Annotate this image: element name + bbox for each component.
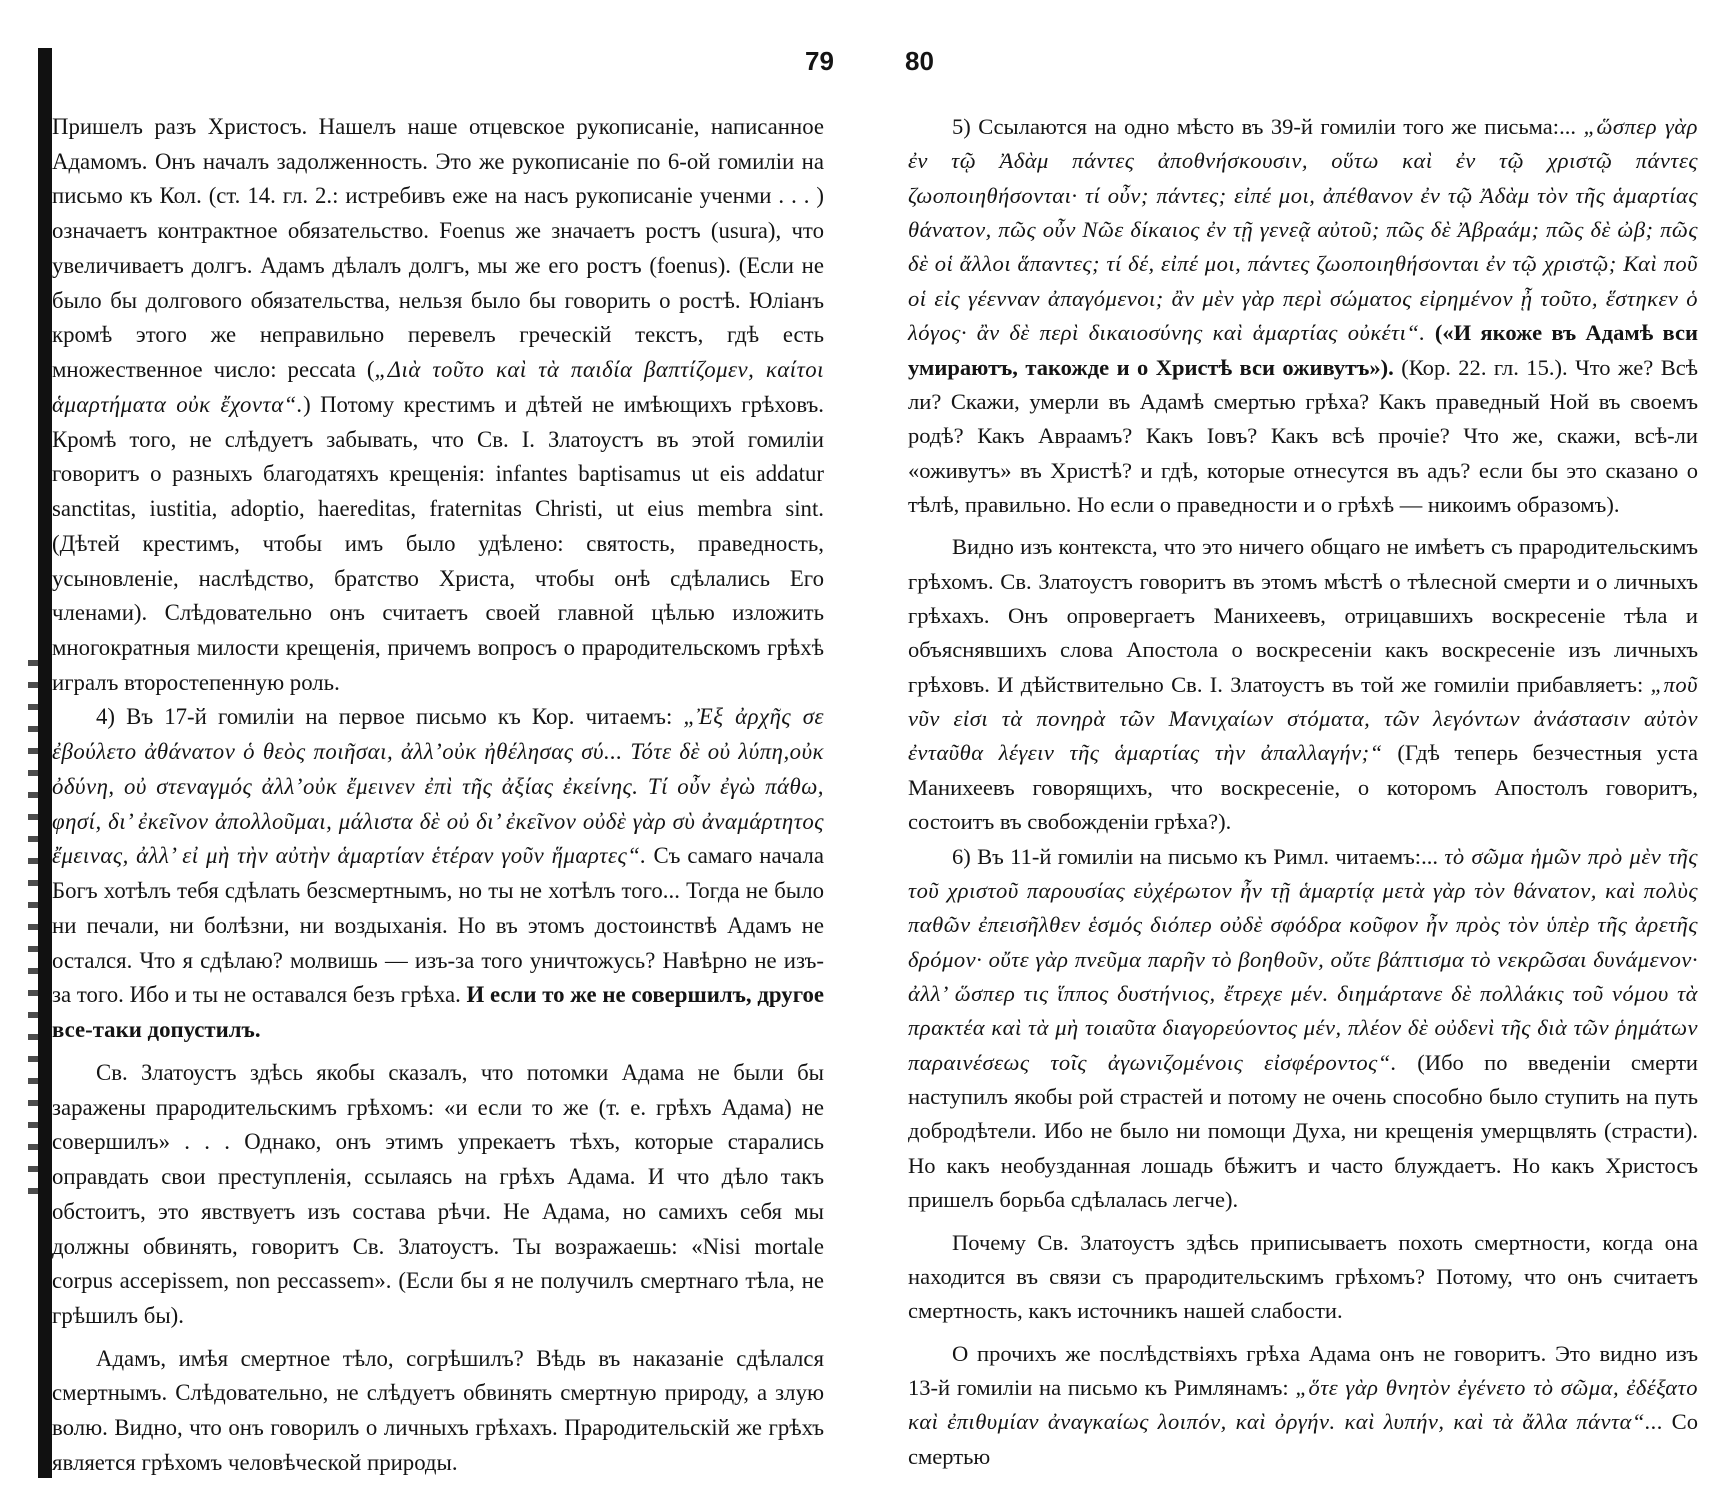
text-run: Пришелъ разъ Христосъ. Нашелъ наше отцевское рукописаніе, написанное Адамомъ. Онъ началъ задолженность. Это же рукописаніе по 6-ой гомиліи на письмо къ Кол. (ст. 14. гл. 2.: истребивъ еже на насъ рукописаніе ученми . . . ) означаетъ контрактное обязательство. Foenus же значаетъ ростъ (usura), что увеличиваетъ долгъ. Адамъ дѣлалъ долгъ, мы же его ростъ (foenus). (Если не было бы долгового обязательства, нельзя было бы говорить о ростѣ. Юліанъ кромѣ этого же неправильно перевелъ греческій текстъ, гдѣ есть множественное число: peccata ( [52,114,824,383]
page-number-left: 79 [805,46,834,76]
bold-quote: И если то же не совершилъ, другое все-таки допустилъ. [52,982,824,1043]
paragraph [908,1337,1698,1474]
text-run: Адамъ, имѣя смертное тѣло, согрѣшилъ? Вѣдь въ наказаніе сдѣлался смертнымъ. Слѣдовательно, не слѣдуетъ обвинять смертную природу, а злую волю. Видно, что онъ говорилъ о личныхъ грѣхахъ. Прародительскій же грѣхъ является грѣхомъ человѣческой природы. [52,1345,824,1475]
greek-quote: „Ἐξ ἀρχῆς σε ἐβούλετο ἀθάνατον ὁ θεὸς ποιῆσαι, ἀλλ’οὐκ ἠθέλησας σύ... Τότε δὲ οὐ λύπη,οὐκ ὀδύνη, οὐ στεναγμός ἀλλ’οὐκ ἔμεινεν ἐπὶ τῆς ἀξίας ἐκείνης. Τί οὖν ἐγὼ πάθω, φησί, δι’ ἐκεῖνον ἀπολλοῦμαι, μάλιστα δὲ οὐ δι’ ἐκεῖνον οὐδὲ γὰρ σὺ ἀναμάρτητος ἔμεινας, ἀλλ’ εἰ μὴ τὴν αὐτὴν ἁμαρτίαν ἑτέραν γοῦν ἥμαρτες“. [52,704,824,869]
text-run: О прочихъ же послѣдствіяхъ грѣха Адама онъ не говоритъ. Это видно изъ 13-й гомиліи на письмо къ Римлянамъ: [908,1340,1698,1400]
page-right-text [908,110,1698,1474]
paragraph [52,1056,824,1334]
text-run: (Ибо по введеніи смерти наступилъ якобы рой страстей и потому не очень способно было ступить на путь добродѣтели. Ибо не было ни помощи Духа, ни крещенія умерщвлять (страсти). Но какъ необузданная лошадь бѣжитъ и часто блуждаетъ. Но какъ Христосъ пришелъ борьба сдѣлалась легче). [908,1049,1698,1213]
text-run: ) Потому крестимъ и дѣтей не имѣющихъ грѣховъ. Кромѣ того, не слѣдуетъ забывать, что Св. І. Златоустъ въ этой гомиліи говоритъ о разныхъ благодатяхъ крещенія: infantes baptisamus ut eis addatur sanctitas, iustitia, adoptio, haereditas, fraternitas Christi, ut eius membra sint. (Дѣтей крестимъ, чтобы имъ было удѣлено: святость, праведность, усыновленіе, наслѣдство, братство Христа, чтобы онѣ сдѣлались Его членами). Слѣдовательно онъ считаетъ своей главной цѣлью изложить многократныя милости крещенія, причемъ вопросъ о прародительскомъ грѣхѣ игралъ второстепенную роль. [52,391,825,695]
paragraph [908,530,1698,839]
paragraph [52,1342,824,1481]
text-run: Почему Св. Златоустъ здѣсь приписываетъ похоть смертности, когда она находится въ связи съ прародительскимъ грѣхомъ? Потому, что онъ считаетъ смертность, какъ источникъ нашей слабости. [908,1229,1698,1324]
text-run: Со смертью [908,1409,1698,1469]
paragraph [52,700,824,1047]
greek-quote: „ὅτε γὰρ θνητὸν ἐγένετο τὸ σῶμα, ἐδέξατο καὶ ἐπιθυμίαν ἀναγκαίως λοιπόν, καὶ ὀργήν. καὶ λυπήν, καὶ τὰ ἄλλα πάντα“... [908,1374,1698,1435]
text-run: Съ самаго начала Богъ хотѣлъ тебя сдѣлать безсмертнымъ, но ты не хотѣлъ того... Тогда не было ни печали, ни болѣзни, ни воздыханія. Но въ этомъ достоинствѣ Адамъ не остался. Что я сдѣлаю? молвишь — изъ-за того уничтожусь? Навѣрно не изъ-за того. Ибо и ты не оставался безъ грѣха. [52,843,824,1008]
paragraph [908,840,1698,1218]
greek-quote: „ὥσπερ γὰρ ἐν τῷ Ἀδὰμ πάντες ἀποθνήσκουσιν, οὕτω καὶ ἐν τῷ χριστῷ πάντες ζωοποιηθήσονται· τί οὖν; πάντες; εἰπέ μοι, ἀπέθανον ἐν τῷ Ἀδὰμ τὸν τῆς ἁμαρτίας θάνατον, πῶς οὖν Νῶε δίκαιος ἐν τῇ γενεᾷ αὐτοῦ; πῶς δὲ Ἀβραάμ; πῶς δὲ ὠβ; πῶς δὲ οἱ ἄλλοι ἅπαντες; τί δέ, εἰπέ μοι, πάντες ζωοποιηθήσονται ἐν τῷ χριστῷ; Καὶ ποῦ οἱ εἰς γέενναν ἀπαγόμενοι; ἂν μὲν γὰρ περὶ σώματος εἰρημένον ᾖ τοῦτο, ἕστηκεν ὁ λόγος· ἂν δὲ περὶ δικαιοσύνης καὶ ἁμαρτίας οὐκέτι“. [908,114,1699,346]
binding-edge-marks [28,660,48,1200]
text-run: (Гдѣ теперь безчестныя уста Манихеевъ говорящихъ, что воскресеніе, о которомъ Апостолъ говоритъ, состоитъ въ свобожденіи грѣха?). [908,740,1698,835]
paragraph [908,1226,1698,1329]
text-run: (Кор. 22. гл. 15.). Что же? Всѣ ли? Скажи, умерли въ Адамѣ смертью грѣха? Какъ праведный Ной въ своемъ родѣ? Какъ Авраамъ? Какъ Іовъ? Какъ всѣ прочіе? Что же, скажи, всѣ-ли «оживутъ» въ Христѣ? и гдѣ, которые отнесутся въ адъ? если бы это сказано о тѣлѣ, правильно. Но если о праведности и о грѣхѣ — никоимъ образомъ). [908,354,1698,517]
page-left-text [52,110,824,1481]
text-run: 4) Въ 17-й гомиліи на первое письмо къ Кор. читаемъ: [96,704,684,730]
text-run: Видно изъ контекста, что это ничего общаго не имѣетъ съ прародительскимъ грѣхомъ. Св. Златоустъ говоритъ въ этомъ мѣстѣ о тѣлесной смерти и о личныхъ грѣхахъ. Онъ опровергаетъ Манихеевъ, отрицавшихъ воскресеніе тѣла и объяснявшихъ слова Апостола о воскресеніи какъ воскресеніе изъ личныхъ грѣховъ. И дѣйствительно Св. І. Златоустъ въ той же гомиліи прибавляетъ: [908,534,1698,697]
text-run: 6) Въ 11-й гомиліи на письмо къ Римл. читаемъ:... [952,843,1445,869]
greek-quote: „Διὰ τοῦτο καὶ τὰ παιδία βαπτίζομεν, καίτοι ἁμαρτήματα οὐκ ἔχοντα“. [52,357,824,417]
page-number-right: 80 [905,46,934,76]
text-run: 5) Ссылаются на одно мѣсто въ 39-й гомиліи того же письма:... [952,114,1584,139]
text-run: Св. Златоустъ здѣсь якобы сказалъ, что потомки Адама не были бы заражены прародительскимъ грѣхомъ: «и если то же (т. е. грѣхъ Адама) не совершилъ» . . . Однако, онъ этимъ упрекаетъ тѣхъ, которые старались оправдать свои преступленія, ссылаясь на грѣхъ Адама. И что дѣло такъ обстоитъ, это явствуетъ изъ состава рѣчи. Не Адама, но самихъ себя мы должны обвинять, говоритъ Св. Златоустъ. Ты возражаешь: «Nisi mortale corpus accepissem, non peccassem». (Если бы я не получилъ смертнаго тѣла, не грѣшилъ бы). [52,1059,824,1328]
greek-quote: τὸ σῶμα ἡμῶν πρὸ μὲν τῆς τοῦ χριστοῦ παρουσίας εὐχέρωτον ἦν τῇ ἁμαρτίᾳ μετὰ γὰρ τὸν θάνατον, καὶ πολὺς παθῶν ἐπεισῆλθεν ἑσμός διόπερ οὐδὲ σφόδρα κοῦφον ἦν πρὸς τὸν ὑπὲρ τῆς ἀρετῆς δρόμον· οὔτε γὰρ πνεῦμα παρῆν τὸ βοηθοῦν, οὔτε βάπτισμα τὸ νεκρῶσαι δυνάμενον· ἀλλ’ ὥσπερ τις ἵππος δυστήνιος, ἔτρεχε μέν. διημάρτανε δὲ πολλάκις τοῦ νόμου τὰ πρακτέα καὶ τὰ μὴ τοιαῦτα διαγορεύοντος μέν, πλέον δὲ οὐδενὶ τῆς διὰ τῶν ῥημάτων παραινέσεως τοῖς ἀγωνιζομένοις εἰσφέροντος“. [908,843,1698,1075]
greek-quote: „ποῦ νῦν εἰσι τὰ πονηρὰ τῶν Μανιχαίων στόματα, τῶν λεγόντων ἀνάστασιν αὐτὸν ἐνταῦθα λέγειν τῆς ἁμαρτίας τὴν ἀπαλλαγήν;“ [908,671,1698,766]
bold-quote: («И якоже въ Адамѣ вси умираютъ, такожде и о Христѣ вси оживутъ»). [908,320,1698,380]
paragraph [908,110,1698,522]
paragraph [52,110,824,700]
